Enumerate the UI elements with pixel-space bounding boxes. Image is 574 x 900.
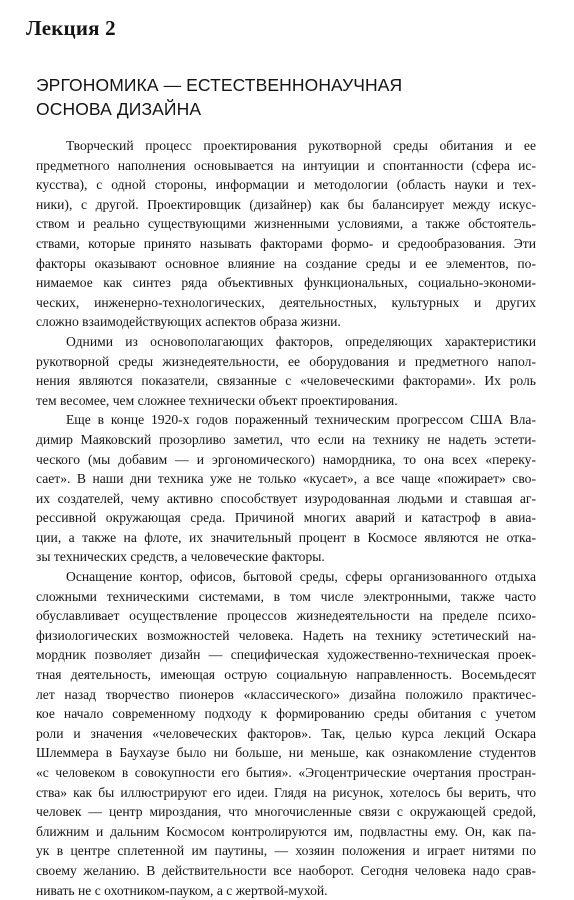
text-line: лет назад творчество пионеров «классического» дизайна положило практичес- (36, 686, 536, 702)
paragraph (36, 332, 536, 410)
text-line: своему желанию. В действительности все наоборот. Сегодня человека надо срав- (36, 862, 536, 878)
text-line: рессивной окружающая среда. Причиной многих аварий и катастроф в авиа- (36, 510, 536, 526)
text-line: нения являются показатели, связанные с «человеческими факторами». Их роль (36, 373, 536, 389)
text-line: ук в центре сплетенной им паутины, — хозяин положения и играет нитями по (36, 843, 536, 859)
text-line: ции, а также на флоте, их значительный процент в Космосе являются не отка- (36, 529, 536, 545)
text-line: ства» как бы иллюстрируют его идеи. Глядя на рисунок, хотелось бы верить, что (36, 784, 536, 800)
text-line: мордник позволяет дизайн — специфическая художественно-техническая проек- (36, 647, 536, 663)
text-line: ством и реально существующими жизненными условиями, а также обстоятель- (36, 216, 536, 232)
text-line: нимаемое как синтез ряда объективных функциональных, социально-экономи- (36, 275, 536, 291)
text-line: физиологических возможностей человека. Надеть на технику эстетический на- (36, 627, 536, 643)
text-line: Еще в конце 1920-х годов пораженный техническим прогрессом США Вла- (66, 412, 536, 428)
text-line: ческих, инженерно-технологических, деятельностных, культурных и других (36, 294, 536, 310)
body-text (36, 136, 536, 900)
text-line: тем весомее, чем сложнее технически объект проектирования. (36, 392, 398, 408)
chapter-title-line: ОСНОВА ДИЗАЙНА (36, 99, 202, 119)
text-line: кое начало современному подходу к формированию среды обитания с учетом (36, 706, 536, 722)
paragraph (36, 567, 536, 900)
chapter-title-line: ЭРГОНОМИКА — ЕСТЕСТВЕННОНАУЧНАЯ (36, 75, 403, 95)
paragraph (36, 410, 536, 567)
text-line: сложно взаимодействующих аспектов образа жизни. (36, 314, 341, 330)
text-line: ближним и дальним Космосом контролируются им, подвластны ему. Он, как па- (36, 823, 536, 839)
text-line: Оснащение контор, офисов, бытовой среды, сферы организованного отдыха (66, 569, 536, 585)
text-line: сает». В наши дни техника уже не только «кусает», а все чаще «пожирает» сво- (36, 471, 536, 487)
text-line: рукотворной среды жизнедеятельности, ее оборудования и предметного напол- (36, 353, 536, 369)
text-line: предметного наполнения основывается на интуиции и спонтанности (сфера ис- (36, 157, 536, 173)
text-line: факторы оказывают основное влияние на создание среды и ее элементов, по- (36, 255, 536, 271)
text-line: нивать не с охотником-пауком, а с жертвой-мухой. (36, 882, 328, 898)
text-line: димир Маяковский прозорливо заметил, что если на технику не надеть эстети- (36, 431, 536, 447)
chapter-title (36, 73, 536, 121)
text-line: ники), с другой. Проектировщик (дизайнер) как бы балансирует между искус- (36, 196, 536, 212)
text-line: зы технических средств, а человеческие факторы. (36, 549, 325, 565)
text-line: Одними из основополагающих факторов, определяющих характеристики (66, 333, 536, 349)
text-line: их создателей, чему активно способствует изуродованная людьми и ставшая аг- (36, 490, 536, 506)
text-line: тная деятельность, имеющая острую социальную направленность. Восемьдесят (36, 667, 536, 683)
text-line: Шлеммера в Баухаузе было ни больше, ни меньше, как ознакомление студентов (36, 745, 536, 761)
text-line: роли и значения «человеческих факторов». Так, целью курса лекций Оскара (36, 725, 536, 741)
text-line: «с человеком в совокупности его бытия». «Эгоцентрические очертания простран- (36, 765, 536, 780)
text-line: кусства), с одной стороны, информации и методологии (область науки и тех- (36, 177, 536, 193)
text-line: Творческий процесс проектирования рукотворной среды обитания и ее (66, 138, 536, 153)
paragraph (36, 136, 536, 332)
text-line: ствами, которые принято называть факторами формо- и средообразования. Эти (36, 235, 536, 251)
text-line: обуславливает осуществление процессов жизнедеятельности на пределе психо- (36, 608, 536, 624)
text-line: человек — центр мироздания, что многочисленные связи с окружающей средой, (36, 804, 536, 820)
text-line: сложными техническими системами, в том числе электронными, также часто (36, 588, 536, 604)
lecture-heading: Лекция 2 (26, 16, 116, 40)
text-line: ческого (мы добавим — и эргономического) намордника, то она всех «переку- (36, 451, 536, 467)
